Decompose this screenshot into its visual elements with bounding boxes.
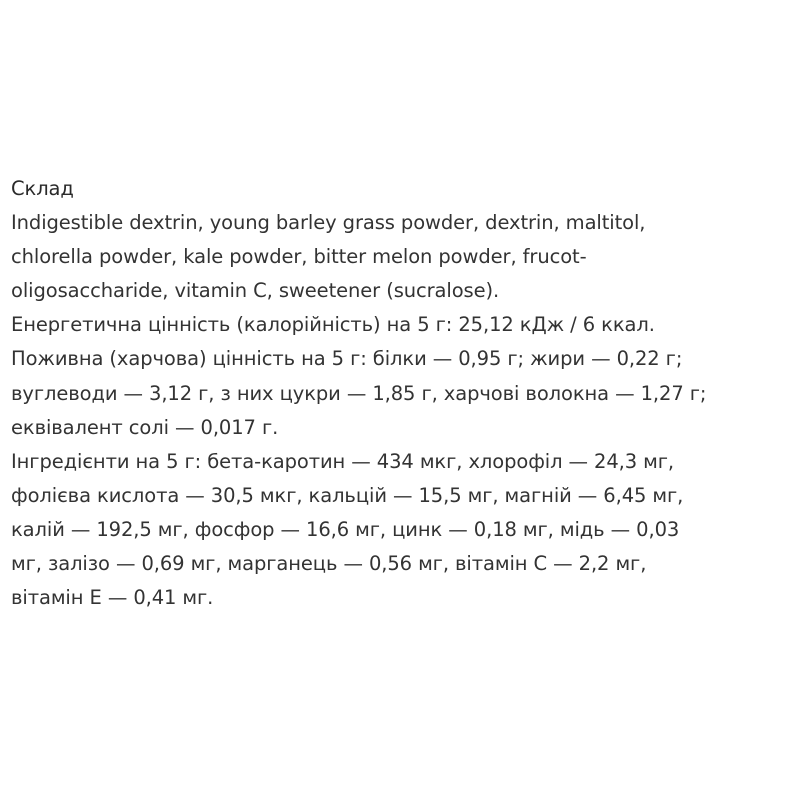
nutrients-line-5: вітамін Е — 0,41 мг. — [11, 586, 214, 610]
composition-text-block — [11, 172, 796, 615]
nutrition-line-1: Поживна (харчова) цінність на 5 г: білки — 0,95 г; жири — 0,22 г; — [11, 347, 683, 371]
nutrition-line-3: еквівалент солі — 0,017 г. — [11, 415, 279, 439]
nutrients-line-2: фолієва кислота — 30,5 мкг, кальцій — 15,5 мг, магній — 6,45 мг, — [11, 483, 684, 507]
ingredients-line-3: oligosaccharide, vitamin C, sweetener (sucralose). — [11, 279, 500, 303]
nutrients-line-4: мг, залізо — 0,69 мг, марганець — 0,56 мг, вітамін С — 2,2 мг, — [11, 552, 647, 576]
nutrients-line-3: калій — 192,5 мг, фосфор — 16,6 мг, цинк — 0,18 мг, мідь — 0,03 — [11, 517, 680, 541]
energy-value-line: Енергетична цінність (калорійність) на 5 г: 25,12 кДж / 6 ккал. — [11, 313, 655, 337]
section-title: Склад — [11, 177, 74, 200]
ingredients-line-1: Indigestible dextrin, young barley grass powder, dextrin, maltitol, — [11, 211, 646, 235]
nutrition-line-2: вуглеводи — 3,12 г, з них цукри — 1,85 г, харчові волокна — 1,27 г; — [11, 381, 707, 405]
ingredients-line-2: chlorella powder, kale powder, bitter melon powder, frucot- — [11, 245, 587, 269]
nutrients-line-1: Інгредієнти на 5 г: бета-каротин — 434 мкг, хлорофіл — 24,3 мг, — [11, 449, 675, 473]
